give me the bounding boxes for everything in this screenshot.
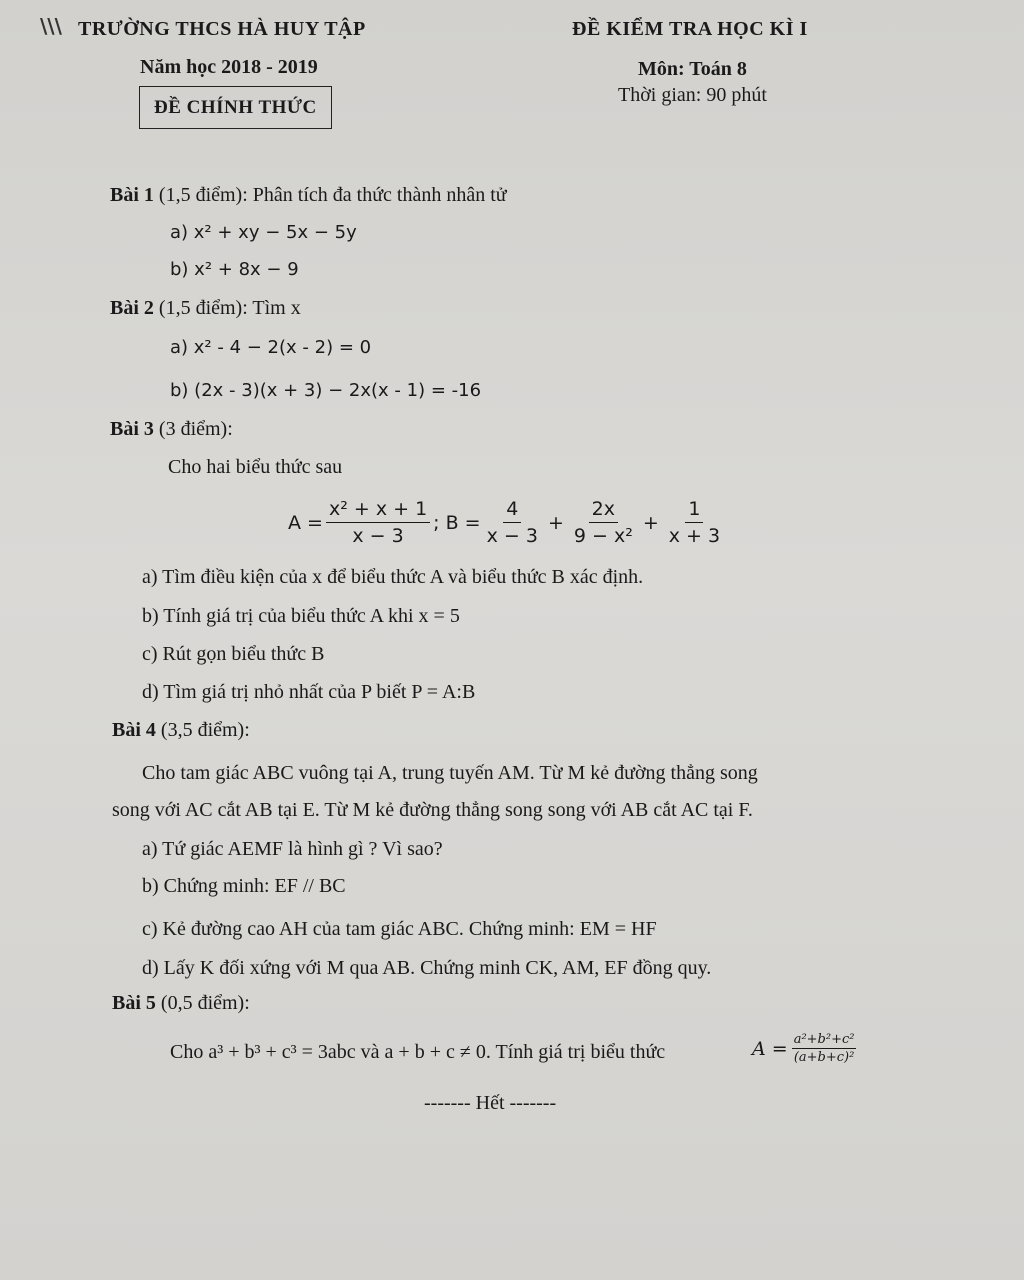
fraction-b1 — [484, 498, 541, 547]
fraction-b3 — [666, 498, 723, 547]
bai2-title: Bài 2 — [110, 297, 154, 319]
fraction-a-denominator: x − 3 — [352, 525, 404, 547]
school-year: Năm học 2018 - 2019 — [140, 56, 318, 78]
exam-title: ĐỀ KIỂM TRA HỌC KÌ I — [572, 18, 808, 40]
bai3-intro: Cho hai biểu thức sau — [168, 456, 343, 478]
bai3-b: b) Tính giá trị của biểu thức A khi x = 5 — [142, 605, 460, 627]
plus-sign: + — [642, 511, 659, 534]
fraction-a-numerator: x² + x + 1 — [326, 498, 430, 523]
formula-a-lhs: A = — [288, 511, 323, 534]
fraction-b2-numerator: 2x — [589, 498, 618, 523]
bai4-intro-line2: song với AC cắt AB tại E. Từ M kẻ đường thẳng song song với AB cắt AC tại F. — [112, 799, 753, 821]
bai4-a: a) Tứ giác AEMF là hình gì ? Vì sao? — [142, 838, 443, 860]
bai1-title: Bài 1 — [110, 184, 154, 206]
formula-separator: ; B = — [433, 511, 481, 534]
bai3-points: (3 điểm): — [153, 418, 233, 440]
bai2-b: b) (2x - 3)(x + 3) − 2x(x - 1) = -16 — [170, 380, 482, 401]
fraction-b2 — [571, 498, 636, 547]
bai5-points: (0,5 điểm): — [155, 992, 250, 1014]
bai1-heading — [110, 184, 507, 207]
fraction-b3-denominator: x + 3 — [668, 525, 721, 547]
exam-time: Thời gian: 90 phút — [618, 84, 767, 106]
bai1-a: a) x² + xy − 5x − 5y — [170, 222, 357, 243]
handwritten-mark: \\\ — [40, 14, 62, 38]
plus-sign: + — [547, 511, 564, 534]
bai5-formula — [752, 1032, 856, 1065]
bai5-fraction — [792, 1032, 857, 1065]
bai2-heading — [110, 297, 301, 320]
bai4-intro-line1: Cho tam giác ABC vuông tại A, trung tuyến AM. Từ M kẻ đường thẳng song — [142, 762, 758, 784]
bai3-formula — [288, 498, 726, 547]
bai4-title: Bài 4 — [112, 719, 156, 741]
bai1-points: (1,5 điểm): Phân tích đa thức thành nhân tử — [153, 184, 507, 206]
fraction-a — [326, 498, 430, 547]
bai4-points: (3,5 điểm): — [155, 719, 250, 741]
bai3-title: Bài 3 — [110, 418, 154, 440]
bai5-heading — [112, 992, 250, 1015]
bai3-heading — [110, 418, 233, 441]
bai5-title: Bài 5 — [112, 992, 156, 1014]
bai3-d: d) Tìm giá trị nhỏ nhất của P biết P = A:B — [142, 681, 476, 703]
bai2-a: a) x² - 4 − 2(x - 2) = 0 — [170, 337, 372, 358]
bai3-c: c) Rút gọn biểu thức B — [142, 643, 325, 665]
bai2-points: (1,5 điểm): Tìm x — [153, 297, 301, 319]
official-label: ĐỀ CHÍNH THỨC — [139, 86, 332, 129]
bai4-b: b) Chứng minh: EF // BC — [142, 875, 346, 897]
bai3-a: a) Tìm điều kiện của x để biểu thức A và biểu thức B xác định. — [142, 566, 644, 588]
fraction-b2-denominator: 9 − x² — [573, 525, 633, 547]
fraction-b1-numerator: 4 — [503, 498, 521, 523]
bai5-text: Cho a³ + b³ + c³ = 3abc và a + b + c ≠ 0. Tính giá trị biểu thức — [170, 1041, 666, 1063]
school-name: TRƯỜNG THCS HÀ HUY TẬP — [78, 18, 366, 40]
fraction-b3-numerator: 1 — [685, 498, 703, 523]
end-marker: ------- Hết ------- — [424, 1092, 557, 1114]
bai5-fraction-denominator: (a+b+c)² — [793, 1050, 855, 1065]
bai4-d: d) Lấy K đối xứng với M qua AB. Chứng minh CK, AM, EF đồng quy. — [142, 957, 712, 979]
bai5-fraction-numerator: a²+b²+c² — [793, 1032, 855, 1047]
bai1-b: b) x² + 8x − 9 — [170, 259, 299, 280]
subject: Môn: Toán 8 — [638, 58, 747, 80]
bai4-heading — [112, 719, 250, 742]
bai5-formula-lhs: A = — [752, 1037, 788, 1060]
bai4-c: c) Kẻ đường cao AH của tam giác ABC. Chứng minh: EM = HF — [142, 918, 657, 940]
fraction-b1-denominator: x − 3 — [486, 525, 538, 547]
